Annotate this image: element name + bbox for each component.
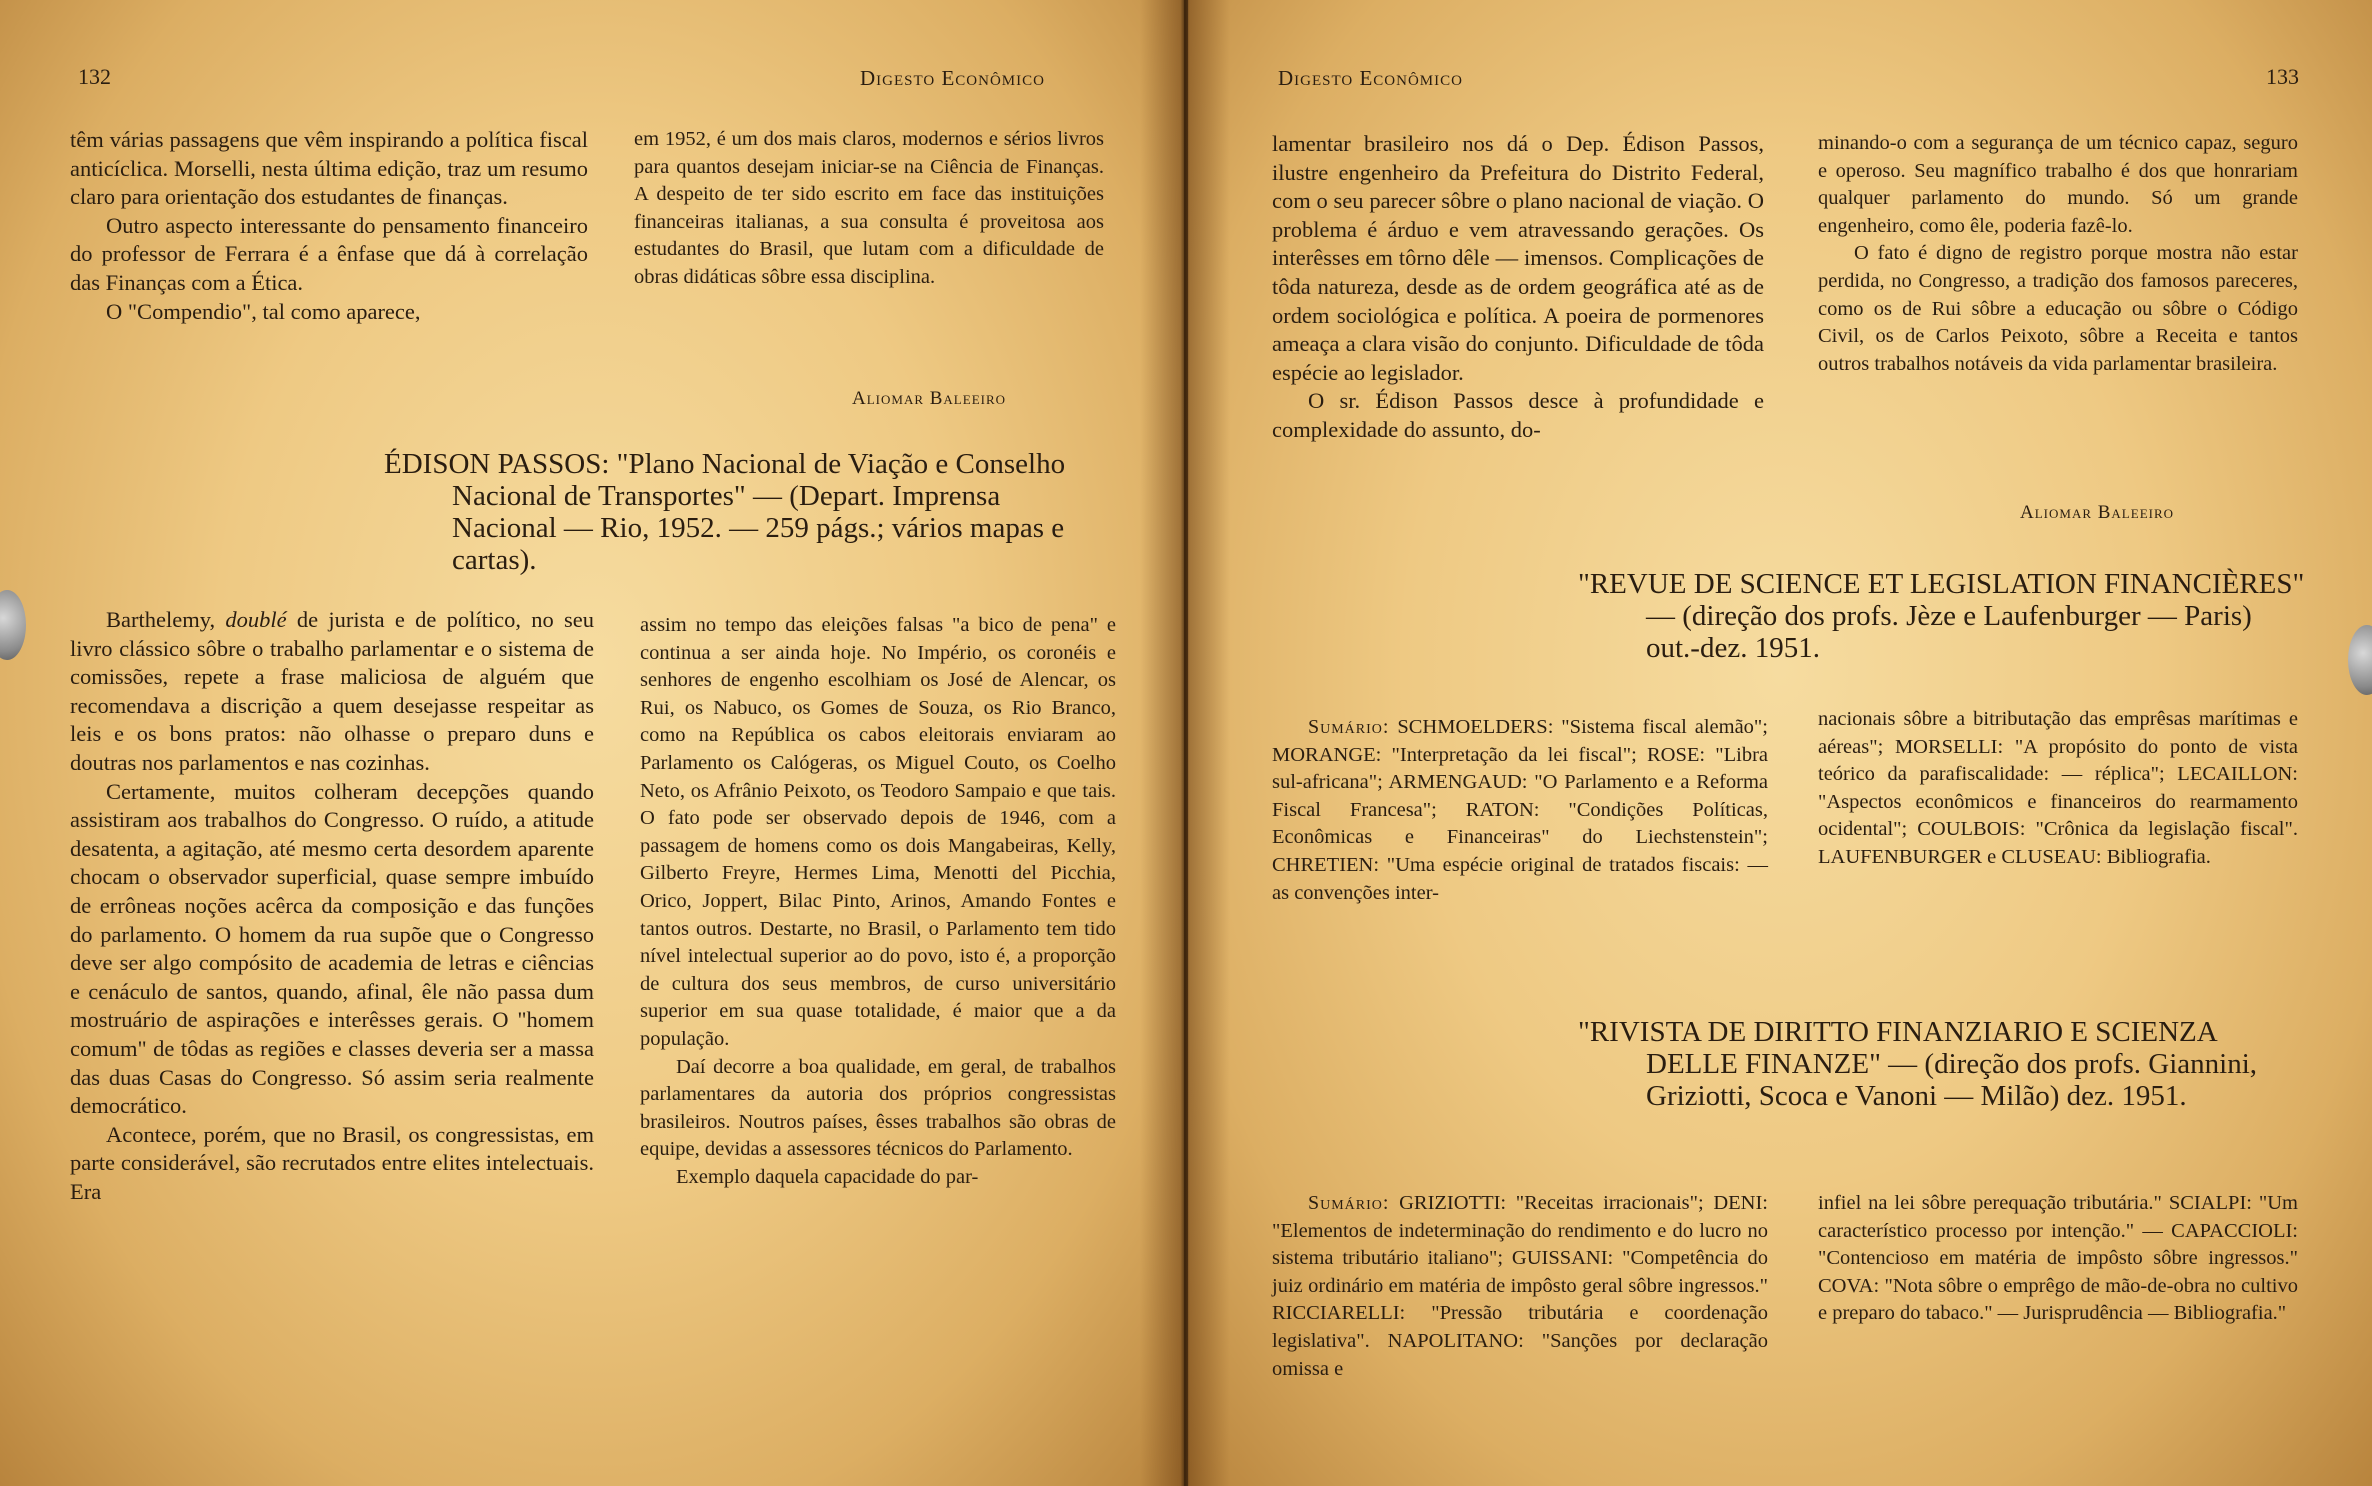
entry2-column-2 <box>1818 1190 2298 1328</box>
paragraph: O sr. Édison Passos desce à profundidade e complexidade do assunto, do- <box>1272 388 1764 442</box>
binder-clip <box>2348 625 2372 695</box>
column-2-top <box>1818 130 2298 378</box>
column-2-top <box>634 126 1104 292</box>
column-2-bottom <box>640 612 1116 1191</box>
paragraph: Daí decorre a boa qualidade, em geral, de trabalhos parlamentares da autoria dos próprios congressistas brasileiros. Noutros países, êsses trabalhos são obras de equipe, devidas a assessores técnicos do Parlamento. <box>640 1055 1116 1161</box>
signature: Aliomar Baleeiro <box>852 388 1007 409</box>
paragraph: O "Compendio", tal como aparece, <box>106 298 421 324</box>
entry2-column-1 <box>1272 1190 1768 1383</box>
page-number: 132 <box>78 64 111 89</box>
paragraph: têm várias passagens que vêm inspirando a política fiscal anticíclica. Morselli, nesta última edição, traz um resumo claro para orientação dos estudantes de finanças. <box>70 127 588 210</box>
paragraph: assim no tempo das eleições falsas "a bico de pena" e continua a ser ainda hoje. No Império, os coronéis e senhores de engenho escolhiam os José de Alencar, os Rui, os Nabuco, os Gomes de Souza, os Rio Branco, como na República os cabos eleitorais enviaram ao Parlamento os Calógeras, os Miguel Couto, os Coelho Neto, os Afrânio Peixoto, os Teodoro Sampaio e que tais. O fato pode ser observado depois de 1946, com a passagem de homens como os dois Mangabeiras, Kelly, Gilberto Freyre, Hermes Lima, Menotti del Picchia, Orico, Joppert, Bilac Pinto, Arinos, Amando Fontes e tantos outros. Destarte, no Brasil, o Parlamento tem tido nível intelectual superior ao do povo, isto é, a proporção de cultura dos seus membros, de curso universitário superior em sua quase totalidade, é maior que a da população. <box>640 614 1116 1050</box>
paragraph: nacionais sôbre a bitributação das emprêsas marítimas e aéreas"; MORSELLI: "A propósito do ponto de vista teórico da parafiscalidade: — réplica"; LECAILLON: "Aspectos econômicos e financeiros do rearmamento ocidental"; COULBOIS: "Crônica da legislação fiscal". LAUFENBURGER e CLUSEAU: Bibliografia. <box>1818 708 2298 868</box>
paragraph: lamentar brasileiro nos dá o Dep. Édison Passos, ilustre engenheiro da Prefeitura do Distrito Federal, com o seu parecer sôbre o plano nacional de viação. O problema é árduo e vem atravessando gerações. Os interêsses em tôrno dêle — imensos. Complicações de tôda natureza, desde as de ordem geográfica até as de ordem sociológica e política. A poeira de pormenores ameaça a clara visão do conjunto. Dificuldade de tôda espécie ao legislador. <box>1272 131 1764 385</box>
paragraph: Exemplo daquela capacidade do par- <box>676 1165 979 1188</box>
paragraph: minando-o com a segurança de um técnico capaz, seguro e operoso. Seu magnífico trabalho é dos que honrariam qualquer parlamento do mundo. Só um grande engenheiro, como êle, poderia fazê-lo. <box>1818 132 2298 237</box>
paragraph: infiel na lei sôbre perequação tributária." SCIALPI: "Um característico processo por intenção." — CAPACCIOLI: "Contencioso em matéria de impôsto sôbre ingressos." COVA: "Nota sôbre o emprêgo de mão-de-obra no cultivo e preparo do tabaco." — Jurisprudência — Bibliografia." <box>1818 1192 2298 1325</box>
signature: Aliomar Baleeiro <box>2020 502 2175 523</box>
left-page <box>0 0 1184 1486</box>
entry-heading-revue: "REVUE DE SCIENCE ET LEGISLATION FINANCIÈRES" — (direção dos profs. Jèze e Laufenburger — Paris) out.-dez. 1951. <box>1578 568 2305 664</box>
entry-heading: ÉDISON PASSOS: "Plano Nacional de Viação e Conselho Nacional de Transportes" — (Depart. Imprensa Nacional — Rio, 1952. — 259 págs.; vários mapas e cartas). <box>384 448 1066 576</box>
paragraph: Sumário: GRIZIOTTI: "Receitas irracionais"; DENI: "Elementos de indeterminação do rendimento e do lucro no sistema tributário italiano"; GUISSANI: "Competência do juiz ordinário em matéria de impôsto geral sôbre ingressos." RICCIARELLI: "Pressão tributária e coordenação legislativa". NAPOLITANO: "Sanções por declaração omissa e <box>1272 1192 1768 1380</box>
paragraph: Certamente, muitos colheram decepções quando assistiram aos trabalhos do Congresso. O ruído, a atitude desatenta, a agitação, até mesmo certa desordem aparente chocam o observador superficial, quase sempre imbuído de errôneas noções acêrca da composição e das funções do parlamento. O homem da rua supõe que o Congresso deve ser algo compósito de academia de letras e ciências e cenáculo de santos, quando, afinal, êle não passa dum mostruário de aspirações e interêsses gerais. O "homem comum" de tôdas as regiões e classes deveria ser a massa das duas Casas do Congresso. Só assim seria realmente democrático. <box>70 778 594 1119</box>
running-head: Digesto Econômico <box>860 66 1045 90</box>
paragraph: Outro aspecto interessante do pensamento financeiro do professor de Ferrara é a ênfase que dá à correlação das Finanças com a Ética. <box>70 212 588 295</box>
paragraph: Barthelemy, doublé de jurista e de político, no seu livro clássico sôbre o trabalho parlamentar e o sistema de comissões, repete a frase maliciosa de alguém que recomendava a discrição a quem desejasse respeitar as leis e os bons pratos: não olhasse o preparo duns e doutras nos parlamentos e nas cozinhas. <box>70 607 594 775</box>
paragraph: O fato é digno de registro porque mostra não estar perdida, no Congresso, a tradição dos famosos pareceres, como os de Rui sôbre a educação ou sôbre o Código Civil, os de Carlos Peixoto, sôbre a Receita e tantos outros trabalhos notáveis da vida parlamentar brasileira. <box>1818 242 2298 375</box>
entry1-column-1 <box>1272 714 1768 907</box>
paragraph: Acontece, porém, que no Brasil, os congressistas, em parte considerável, são recrutados entre elites intelectuais. Era <box>70 1121 594 1204</box>
entry-heading-rivista: "RIVISTA DE DIRITTO FINANZIARIO E SCIENZA DELLE FINANZE" — (direção dos profs. Giannini, Griziotti, Scoca e Vanoni — Milão) dez. 1951. <box>1578 1016 2258 1112</box>
paragraph: em 1952, é um dos mais claros, modernos e sérios livros para quantos desejam iniciar-se na Ciência de Finanças. A despeito de ter sido escrito em face das instituições financeiras italianas, a sua consulta é proveitosa aos estudantes do Brasil, que lutam com a dificuldade de obras didáticas sôbre essa disciplina. <box>634 128 1104 288</box>
page-number: 133 <box>2266 64 2299 89</box>
paragraph: Sumário: SCHMOELDERS: "Sistema fiscal alemão"; MORANGE: "Interpretação da lei fiscal"; ROSE: "Libra sul-africana"; ARMENGAUD: "O Parlamento e a Reforma Fiscal Francesa"; RATON: "Condições Políticas, Econômicas e Financeiras" do Liechstenstein"; CHRETIEN: "Uma espécie original de tratados fiscais: — as convenções inter- <box>1272 716 1768 904</box>
column-1-bottom <box>70 606 594 1206</box>
binder-clip <box>0 590 26 660</box>
right-page <box>1188 0 2372 1486</box>
column-1-top <box>70 126 588 326</box>
running-head: Digesto Econômico <box>1278 66 1463 90</box>
entry1-column-2 <box>1818 706 2298 872</box>
column-1-top <box>1272 130 1764 445</box>
